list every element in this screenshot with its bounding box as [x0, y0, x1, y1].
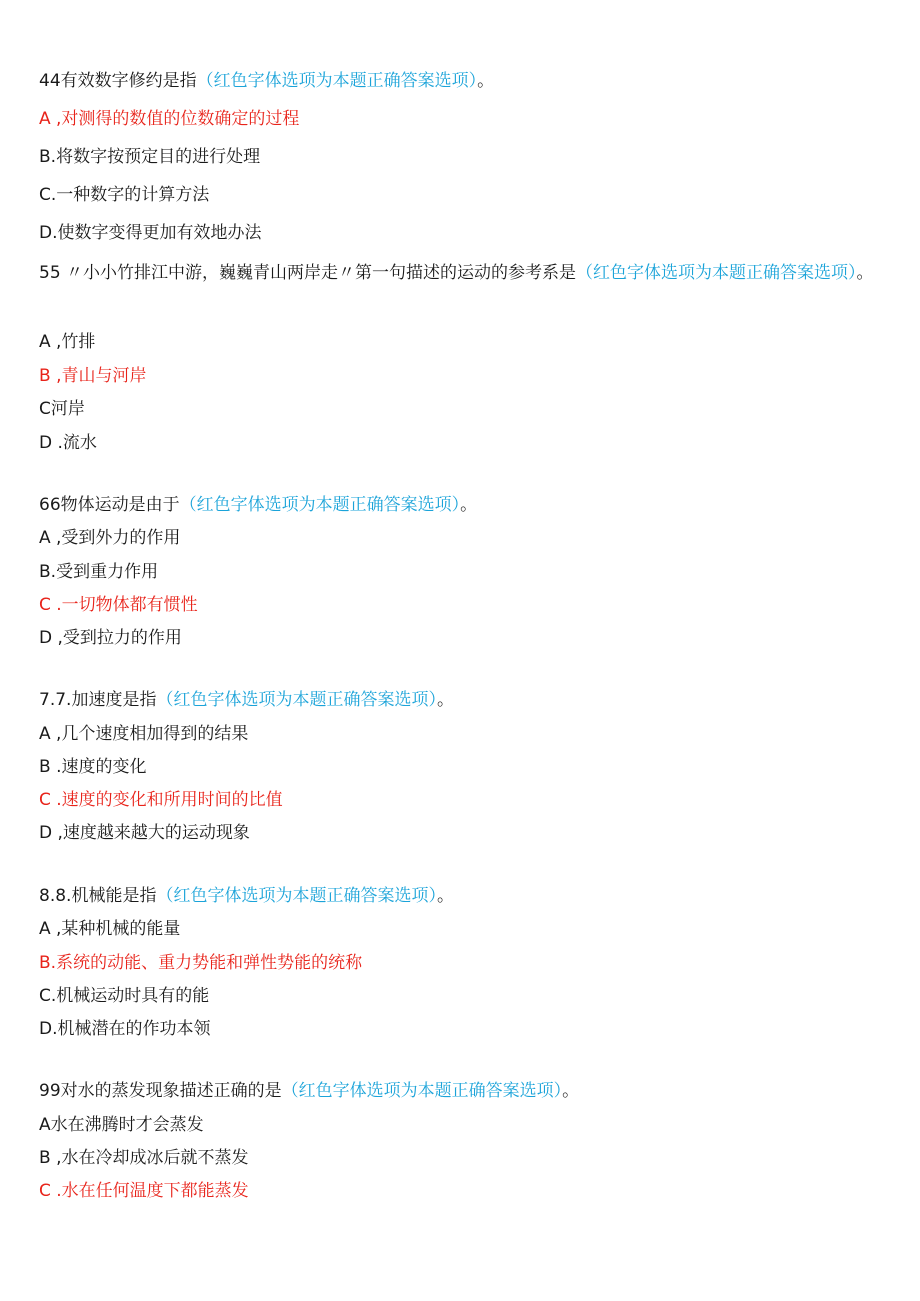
- question-55-option-d: D .流水: [39, 433, 97, 453]
- question-99-option-a: A水在沸腾时才会蒸发: [39, 1115, 204, 1135]
- question-88-option-d: D.机械潜在的作功本领: [39, 1019, 211, 1039]
- question-88-stem: [39, 884, 454, 908]
- question-77-option-c: C .速度的变化和所用时间的比值: [39, 790, 283, 810]
- question-66-option-c: C .一切物体都有惯性: [39, 595, 198, 615]
- question-end: 。: [460, 495, 478, 515]
- question-77-option-d: D ,速度越来越大的运动现象: [39, 823, 250, 843]
- question-end: 。: [856, 263, 874, 283]
- question-88-option-a: A ,某种机械的能量: [39, 919, 181, 939]
- question-44-option-d: D.使数字变得更加有效地办法: [39, 223, 262, 243]
- question-77-option-b: B .速度的变化: [39, 757, 147, 777]
- question-44-option-a: A ,对测得的数值的位数确定的过程: [39, 109, 300, 129]
- question-text: 66物体运动是由于: [39, 495, 180, 515]
- question-44-stem: [39, 69, 494, 93]
- question-66-option-d: D ,受到拉力的作用: [39, 628, 182, 648]
- question-44-option-b: B.将数字按预定目的进行处理: [39, 147, 261, 167]
- question-text: 7.7.加速度是指: [39, 690, 157, 710]
- question-99-stem: [39, 1079, 579, 1103]
- question-end: 。: [436, 886, 454, 906]
- answer-hint: （红色字体选项为本题正确答案选项）: [156, 886, 437, 906]
- question-77-stem: [39, 688, 454, 712]
- answer-hint: （红色字体选项为本题正确答案选项）: [281, 1081, 563, 1101]
- question-text: 99对水的蒸发现象描述正确的是: [39, 1081, 282, 1101]
- question-88-option-b: B.系统的动能、重力势能和弹性势能的统称: [39, 953, 363, 973]
- question-44-option-c: C.一种数字的计算方法: [39, 185, 210, 205]
- question-66-option-a: A ,受到外力的作用: [39, 528, 181, 548]
- question-99-option-b: B ,水在冷却成冰后就不蒸发: [39, 1148, 249, 1168]
- answer-hint: （红色字体选项为本题正确答案选项）: [576, 263, 857, 283]
- answer-hint: （红色字体选项为本题正确答案选项）: [156, 690, 437, 710]
- question-55-stem: [39, 258, 887, 289]
- question-66-option-b: B.受到重力作用: [39, 562, 159, 582]
- question-text: 8.8.机械能是指: [39, 886, 157, 906]
- answer-hint: （红色字体选项为本题正确答案选项）: [179, 495, 461, 515]
- question-text: 44有效数字修约是指: [39, 71, 197, 91]
- question-88-option-c: C.机械运动时具有的能: [39, 986, 210, 1006]
- question-99-option-c: C .水在任何温度下都能蒸发: [39, 1181, 249, 1201]
- question-55-option-c: C河岸: [39, 399, 85, 419]
- answer-hint: （红色字体选项为本题正确答案选项）: [196, 71, 478, 91]
- question-end: 。: [436, 690, 454, 710]
- question-55-option-a: A ,竹排: [39, 332, 96, 352]
- question-55-option-b: B ,青山与河岸: [39, 366, 147, 386]
- question-66-stem: [39, 493, 477, 517]
- question-77-option-a: A ,几个速度相加得到的结果: [39, 724, 249, 744]
- question-text: 55 〃小小竹排江中游，巍巍青山两岸走〃第一句描述的运动的参考系是: [39, 263, 577, 283]
- question-end: 。: [562, 1081, 580, 1101]
- question-end: 。: [477, 71, 495, 91]
